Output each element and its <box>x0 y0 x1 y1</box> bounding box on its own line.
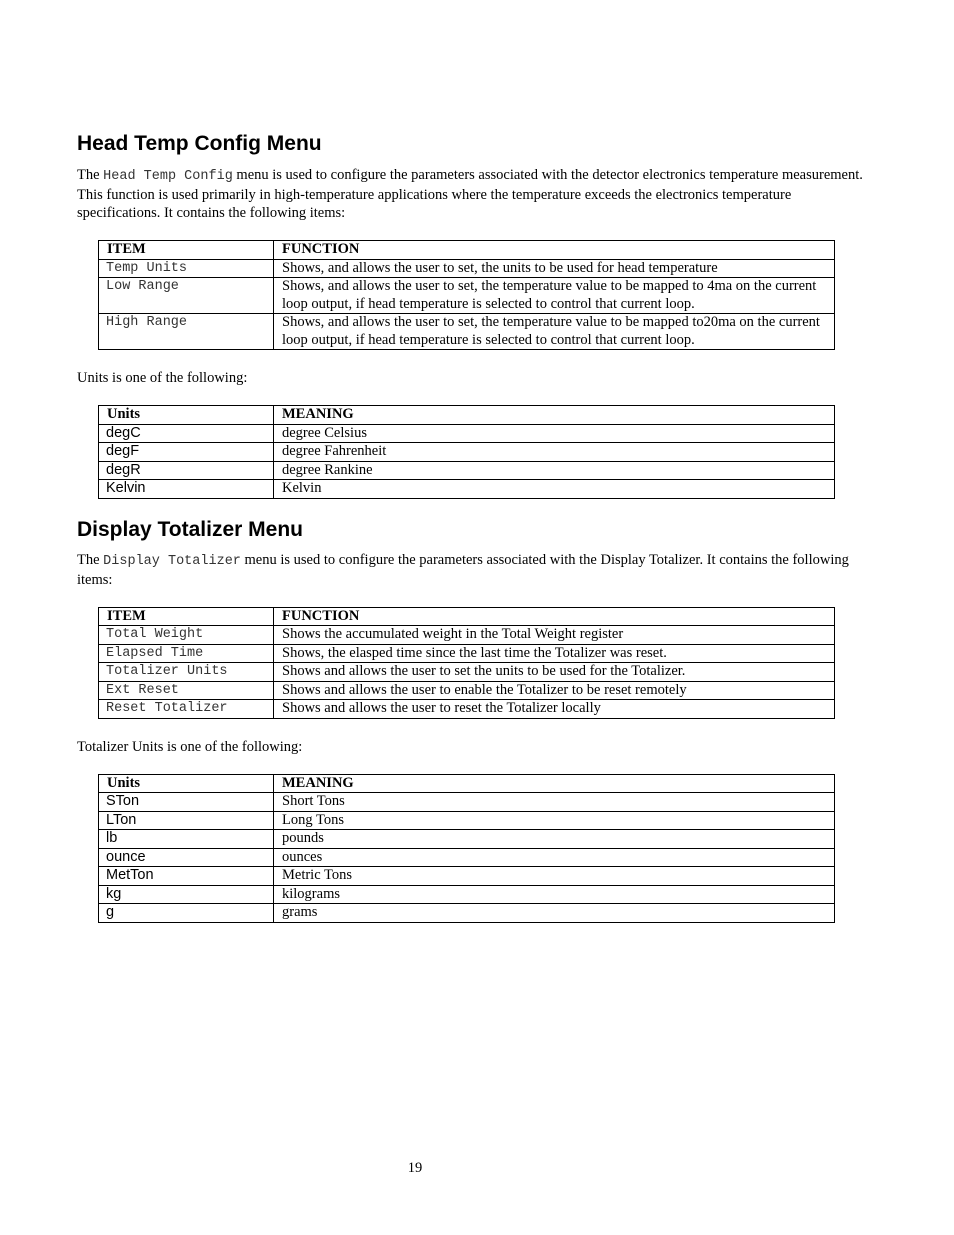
table-row <box>99 663 835 682</box>
table-row <box>99 681 835 700</box>
display-totalizer-intro <box>77 551 867 589</box>
function-cell: Shows, and allows the user to set, the temperature value to be mapped to20ma on the current loop output, if head temperature is selected to control that current loop. <box>274 314 835 350</box>
table-row <box>99 461 835 480</box>
section-title-display-totalizer: Display Totalizer Menu <box>77 517 303 541</box>
intro-code-term: Display Totalizer <box>103 553 241 569</box>
meaning-cell: pounds <box>274 830 835 849</box>
item-cell: Total Weight <box>99 626 274 645</box>
table-header-row <box>99 406 835 425</box>
header-cell-item: ITEM <box>99 241 274 260</box>
meaning-cell: degree Fahrenheit <box>274 443 835 462</box>
item-cell: Reset Totalizer <box>99 700 274 719</box>
item-cell: High Range <box>99 314 274 350</box>
table-row <box>99 480 835 499</box>
intro-text-post: menu is used to configure the parameters associated with the detector electronics temperature measurement. This function is used primarily in high-temperature applications where the temperature exceeds the electronics temperature specifications. It contains the following items: <box>77 167 863 221</box>
meaning-cell: Metric Tons <box>274 867 835 886</box>
unit-cell: kg <box>99 885 274 904</box>
header-cell-function: FUNCTION <box>274 607 835 626</box>
table-row <box>99 811 835 830</box>
table-row <box>99 904 835 923</box>
item-cell: Temp Units <box>99 259 274 278</box>
item-cell: Ext Reset <box>99 681 274 700</box>
table-row <box>99 644 835 663</box>
intro-text-post: menu is used to configure the parameters associated with the Display Totalizer. It contains the following items: <box>77 551 849 588</box>
meaning-cell: Long Tons <box>274 811 835 830</box>
table-row <box>99 885 835 904</box>
unit-cell: ounce <box>99 848 274 867</box>
unit-cell: lb <box>99 830 274 849</box>
unit-cell: degF <box>99 443 274 462</box>
head-temp-items-table <box>98 240 835 350</box>
table-row <box>99 867 835 886</box>
units-intro: Units is one of the following: <box>77 370 248 386</box>
table-row <box>99 848 835 867</box>
function-cell: Shows, and allows the user to set, the units to be used for head temperature <box>274 259 835 278</box>
meaning-cell: Short Tons <box>274 793 835 812</box>
meaning-cell: kilograms <box>274 885 835 904</box>
meaning-cell: ounces <box>274 848 835 867</box>
table-row <box>99 278 835 314</box>
section-title-head-temp-config: Head Temp Config Menu <box>77 132 322 155</box>
intro-text-pre: The <box>77 551 104 568</box>
function-cell: Shows, the elasped time since the last time the Totalizer was reset. <box>274 644 835 663</box>
item-cell: Totalizer Units <box>99 663 274 682</box>
table-row <box>99 830 835 849</box>
header-cell-item: ITEM <box>99 607 274 626</box>
table-row <box>99 700 835 719</box>
table-row <box>99 793 835 812</box>
intro-text-pre: The <box>77 167 104 183</box>
unit-cell: degR <box>99 461 274 480</box>
unit-cell: Kelvin <box>99 480 274 499</box>
totalizer-items-table <box>98 607 835 719</box>
head-temp-config-intro <box>77 166 867 222</box>
unit-cell: degC <box>99 424 274 443</box>
meaning-cell: Kelvin <box>274 480 835 499</box>
function-cell: Shows and allows the user to reset the Totalizer locally <box>274 700 835 719</box>
function-cell: Shows and allows the user to enable the Totalizer to be reset remotely <box>274 681 835 700</box>
table-row <box>99 259 835 278</box>
unit-cell: STon <box>99 793 274 812</box>
table-header-row <box>99 607 835 626</box>
header-cell-units: Units <box>99 774 274 793</box>
item-cell: Low Range <box>99 278 274 314</box>
totalizer-units-intro: Totalizer Units is one of the following: <box>77 738 303 755</box>
header-cell-units: Units <box>99 406 274 425</box>
unit-cell: MetTon <box>99 867 274 886</box>
table-row <box>99 626 835 645</box>
meaning-cell: grams <box>274 904 835 923</box>
table-row <box>99 443 835 462</box>
header-cell-function: FUNCTION <box>274 241 835 260</box>
function-cell: Shows, and allows the user to set, the temperature value to be mapped to 4ma on the current loop output, if head temperature is selected to control that current loop. <box>274 278 835 314</box>
header-cell-meaning: MEANING <box>274 774 835 793</box>
function-cell: Shows and allows the user to set the units to be used for the Totalizer. <box>274 663 835 682</box>
meaning-cell: degree Celsius <box>274 424 835 443</box>
intro-code-term: Head Temp Config <box>103 169 233 184</box>
unit-cell: g <box>99 904 274 923</box>
table-header-row <box>99 774 835 793</box>
page-content <box>77 130 867 923</box>
table-row <box>99 314 835 350</box>
totalizer-units-table <box>98 774 835 923</box>
unit-cell: LTon <box>99 811 274 830</box>
table-header-row <box>99 241 835 260</box>
page-number: 19 <box>407 1160 423 1176</box>
header-cell-meaning: MEANING <box>274 406 835 425</box>
meaning-cell: degree Rankine <box>274 461 835 480</box>
table-row <box>99 424 835 443</box>
function-cell: Shows the accumulated weight in the Total Weight register <box>274 626 835 645</box>
item-cell: Elapsed Time <box>99 644 274 663</box>
head-temp-units-table <box>98 405 835 499</box>
